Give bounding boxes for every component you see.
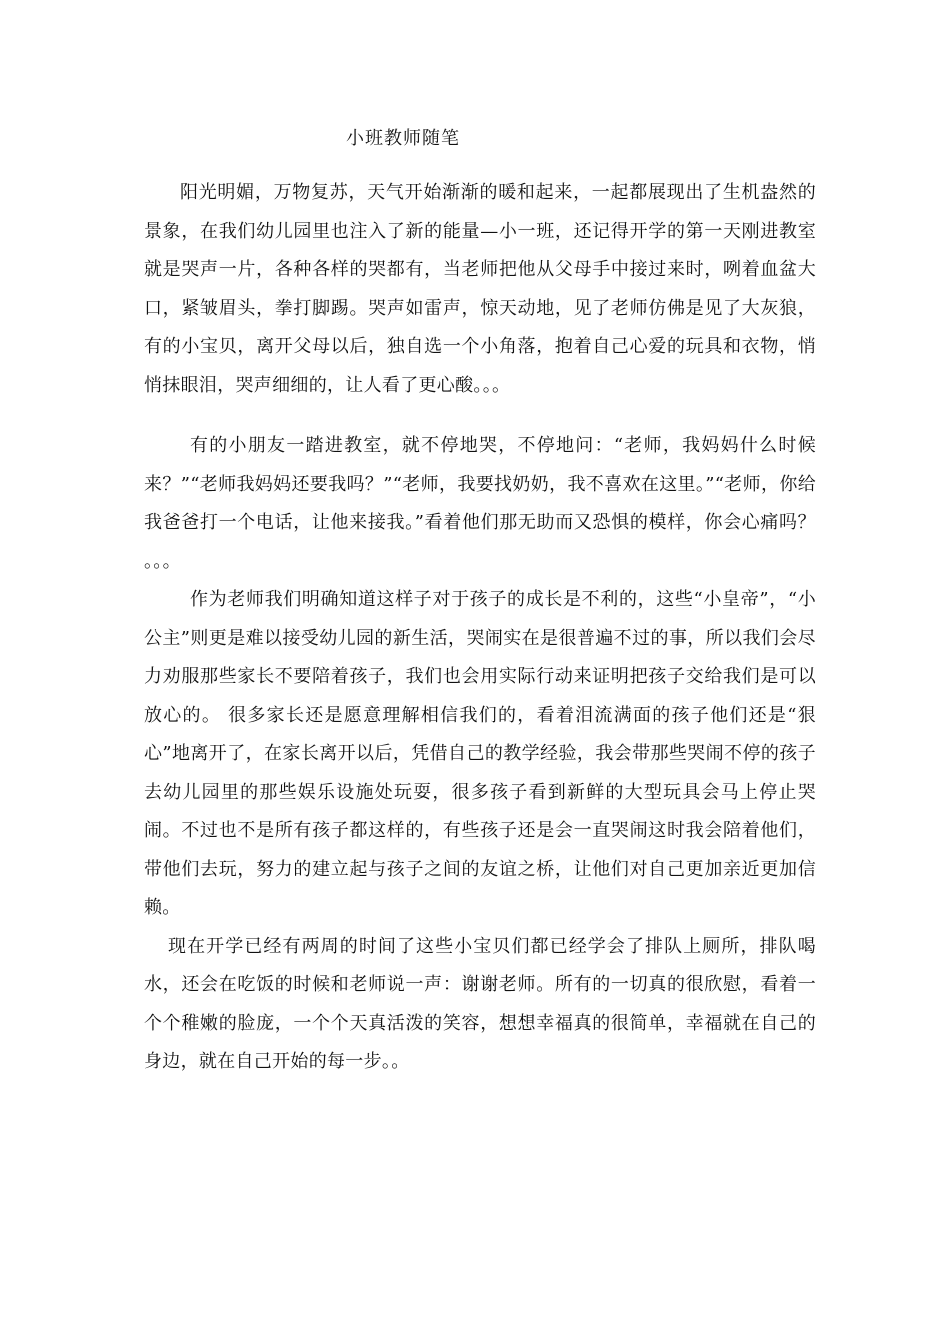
paragraph-3: 作为老师我们明确知道这样子对于孩子的成长是不利的，这些“小皇帝”，“小公主”则更是难以接受幼儿园的新生活，哭闹实在是很普遍不过的事，所以我们会尽力劝服那些家长不要陪着孩子，我们也会用实际行动来证明把孩子交给我们是可以放心的。 很多家长还是愿意理解相信我们的，看着泪流满面的孩子他们还是“狠心”地离开了，在家长离开以后，凭借自己的教学经验，我会带那些哭闹不停的孩子去幼儿园里的那些娱乐设施处玩耍，很多孩子看到新鲜的大型玩具会马上停止哭闹。不过也不是所有孩子都这样的，有些孩子还是会一直哭闹这时我会陪着他们，带他们去玩，努力的建立起与孩子之间的友谊之桥，让他们对自己更加亲近更加信赖。 bbox=[144, 589, 816, 918]
page-title: 小班教师随笔 bbox=[346, 128, 460, 149]
paragraph-4: 现在开学已经有两周的时间了这些小宝贝们都已经学会了排队上厕所，排队喝水，还会在吃饭的时候和老师说一声：谢谢老师。所有的一切真的很欣慰，看着一个个稚嫩的脸庞，一个个天真活泼的笑容，想想幸福真的很简单，幸福就在自己的身边，就在自己开始的每一步。。 bbox=[144, 935, 816, 1072]
paragraph-1: 阳光明媚，万物复苏，天气开始渐渐的暖和起来，一起都展现出了生机盎然的景象，在我们幼儿园里也注入了新的能量—小一班，还记得开学的第一天刚进教室就是哭声一片，各种各样的哭都有，当老师把他从父母手中接过来时，咧着血盆大口，紧皱眉头，拳打脚踢。哭声如雷声，惊天动地，见了老师仿佛是见了大灰狼，有的小宝贝，离开父母以后，独自选一个小角落，抱着自己心爱的玩具和衣物，悄悄抹眼泪，哭声细细的，让人看了更心酸。。。 bbox=[144, 182, 816, 396]
paragraph-2: 有的小朋友一踏进教室，就不停地哭，不停地问：“老师，我妈妈什么时候来？”“老师我妈妈还要我吗？”“老师，我要找奶奶，我不喜欢在这里。”“老师，你给我爸爸打一个电话，让他来接我。”看着他们那无助而又恐惧的模样，你会心痛吗？ 。。。 bbox=[144, 435, 816, 572]
document-body bbox=[144, 174, 816, 1082]
